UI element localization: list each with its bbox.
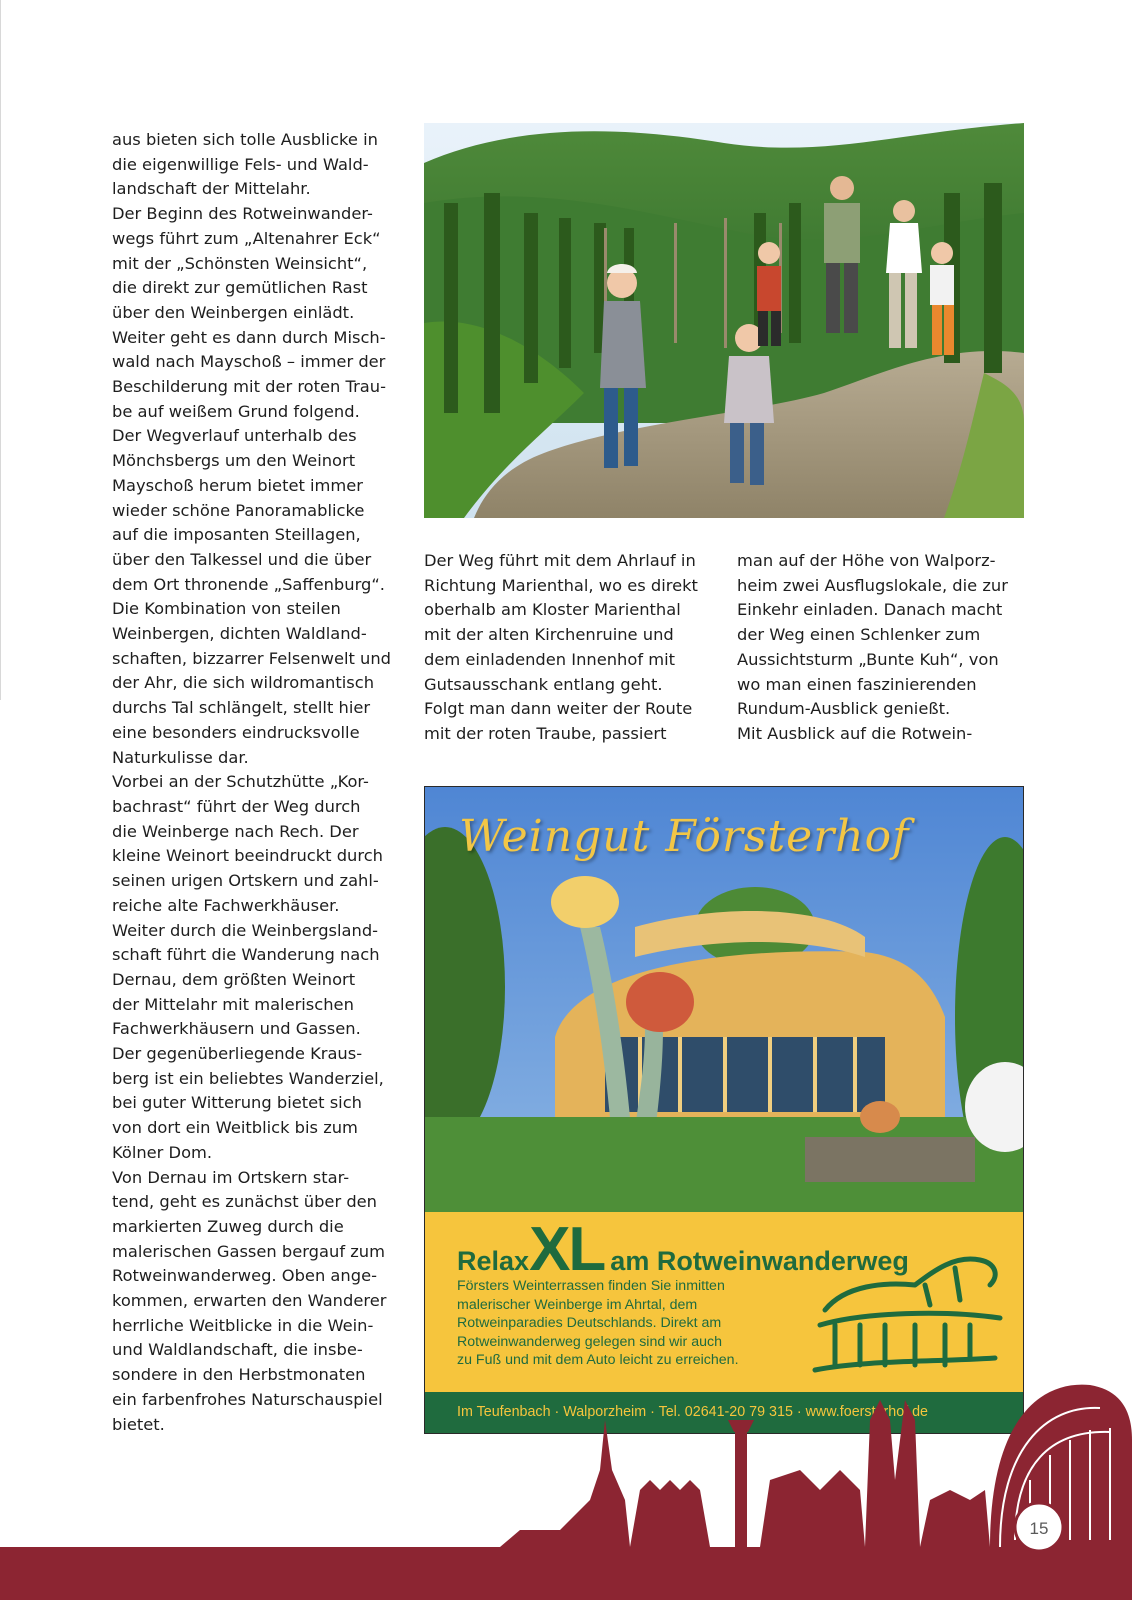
family-hiking-photo <box>424 123 1024 518</box>
paragraph: Der Weg führt mit dem Ahrlauf in Richtung Marienthal, wo es direkt oberhalb am Kloster Marienthal mit der alten Kirchenruine und dem einladenden Innenhof mit Gutsausschank entlang geht. Folgt man dann weiter der Route mit der roten Traube, passiert <box>424 551 698 743</box>
ad-body-text: Försters Weinterrassen finden Sie inmitten malerischer Weinberge im Ahrtal, dem Rotweinparadies Deutschlands. Direkt am Rotweinwanderweg gelegen sind wir auch zu Fuß und mit dem Auto leicht zu erreichen. <box>457 1278 739 1369</box>
page-number: 15 <box>1029 1519 1049 1538</box>
paragraph: Der Beginn des Rotweinwander- wegs führt zum „Altenahrer Eck“ mit der „Schönsten Weinsicht“, die direkt zur gemütlichen Rast über den Weinbergen einlädt. Weiter geht es dann durch Misch- wald nach Mayschoß – immer der Beschilderung mit der roten Trau- be auf weißem Grund folgend. <box>112 204 386 421</box>
paragraph: Mit Ausblick auf die Rotwein- <box>737 723 973 743</box>
footer-skyline <box>0 1380 1132 1600</box>
headline-xl: XL <box>529 1215 605 1284</box>
text-column-right <box>737 549 1027 747</box>
headline-prefix: Relax <box>457 1246 530 1276</box>
paragraph: aus bieten sich tolle Ausblicke in die eigenwillige Fels- und Wald- landschaft der Mittelahr. <box>112 130 378 199</box>
page-edge-line <box>0 0 1 700</box>
paragraph: Der Wegverlauf unterhalb des Mönchsbergs um den Weinort Mayschoß herum bietet immer wieder schöne Panoramablicke auf die imposanten Steillagen, über den Talkessel und die über dem Ort thronende „Saffenburg“. Die Kombination von steilen Weinbergen, dichten Waldland- schaften, bizzarrer Felsenwelt und der Ahr, die sich wildromantisch durchs Tal schlängelt, stellt hier eine besonders eindrucksvolle Naturkulisse dar. <box>112 426 392 767</box>
paragraph: Vorbei an der Schutzhütte „Kor- bachrast“ führt der Weg durch die Weinberge nach Rech. Der kleine Weinort beeindruckt durch seinen urigen Ortskern und zahl- reiche alte Fachwerkhäuser. Weiter durch die Weinbergsland- schaft führt die Wanderung nach Dernau, dem größten Weinort der Mittelahr mit malerischen Fachwerkhäusern und Gassen. Der gegenüberliegende Kraus- berg ist ein beliebtes Wanderziel, bei guter Witterung bietet sich von dort ein Weitblick bis zum Kölner Dom. <box>112 772 384 1162</box>
ad-text-panel <box>425 1212 1023 1392</box>
paragraph: Von Dernau im Ortskern star- tend, geht es zunächst über den markierten Zuweg durch die malerischen Gassen bergauf zum Rotweinwanderweg. Oben ange- kommen, erwarten den Wanderer herrliche Weitblicke in die Wein- und Waldlandschaft, die insbe- sondere in den Herbstmonaten ein farbenfrohes Naturschauspiel bietet. <box>112 1167 387 1434</box>
text-column-left <box>112 128 402 1437</box>
paragraph: man auf der Höhe von Walporz- heim zwei Ausflugslokale, die zur Einkehr einladen. Danach macht der Weg einen Schlenker zum Aussichtsturm „Bunte Kuh“, von wo man einen faszinierenden Rundum-Ausblick genießt. <box>737 551 1008 719</box>
weingut-foersterhof-ad <box>424 786 1024 1434</box>
text-column-middle <box>424 549 716 747</box>
ad-brand-title: Weingut Försterhof <box>459 811 910 862</box>
ad-contact-text: Im Teufenbach · Walporzheim · Tel. 02641-20 79 315 · www.foersterhof.de <box>457 1404 928 1420</box>
headline-suffix: am Rotweinwanderweg <box>610 1246 909 1276</box>
building-line-logo <box>805 1240 1010 1385</box>
